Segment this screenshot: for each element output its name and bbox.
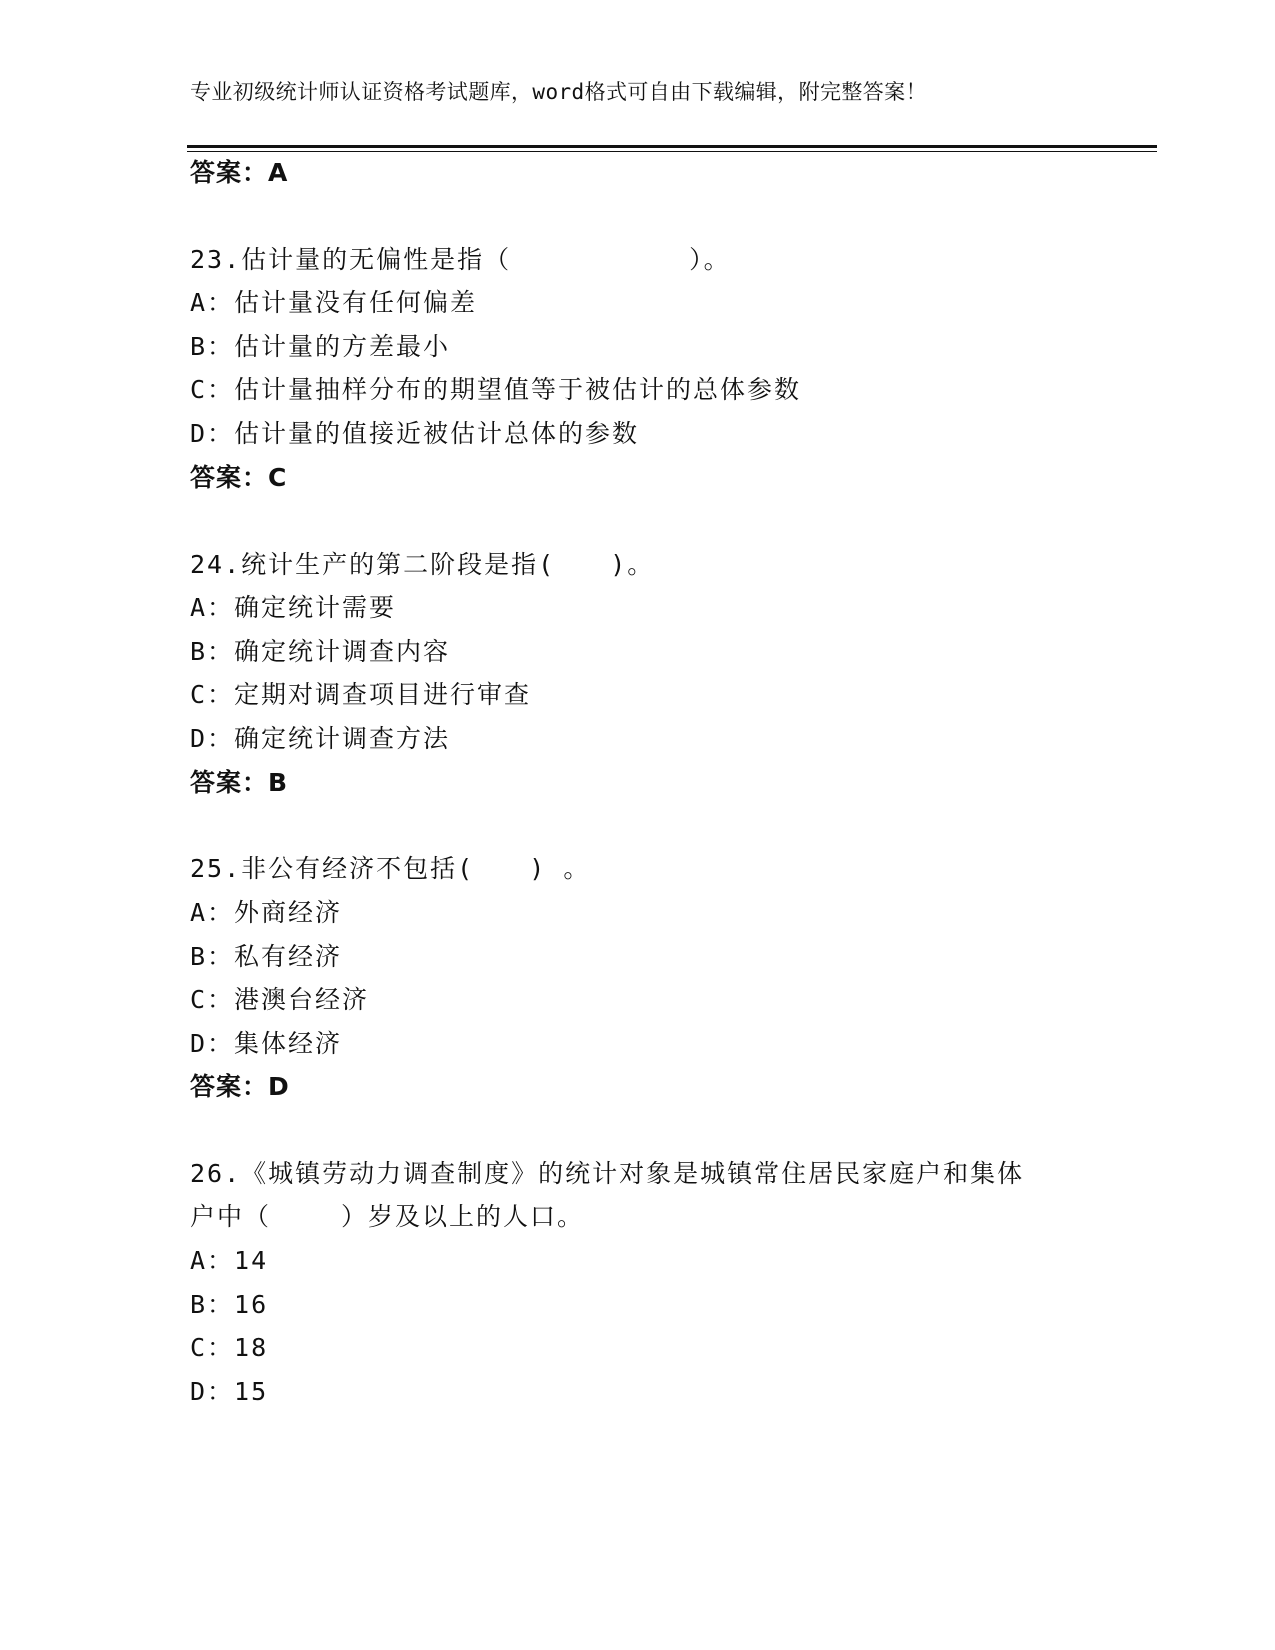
answer-line: 答案：A [190,158,289,187]
header-rule-thin [187,151,1157,152]
question-stem-continued [190,1200,584,1234]
answer-line: 答案：D [190,1072,290,1101]
option-a: A：14 [190,1246,269,1275]
question-stem-end: ）。 [689,245,731,274]
option-b: B：16 [190,1290,269,1319]
option-b: B：估计量的方差最小 [190,332,451,361]
question-stem [190,852,590,886]
option-d: D：集体经济 [190,1029,343,1058]
question-stem-text: 23.估计量的无偏性是指（ [190,245,512,274]
answer-line: 答案：C [190,463,288,492]
option-c: C：估计量抽样分布的期望值等于被估计的总体参数 [190,375,802,404]
answer-line: 答案：B [190,768,289,797]
question-stem-end: )。 [610,550,655,579]
question-stem: 26.《城镇劳动力调查制度》的统计对象是城镇常住居民家庭户和集体 [190,1159,1025,1188]
question-stem [190,243,731,277]
question-stem-text: 25.非公有经济不包括( [190,854,475,883]
option-b: B：私有经济 [190,942,343,971]
option-a: A：确定统计需要 [190,593,397,622]
header-rule-thick [187,145,1157,148]
option-c: C：定期对调查项目进行审查 [190,680,532,709]
question-stem-end: ）岁及以上的人口。 [341,1202,585,1231]
option-b: B：确定统计调查内容 [190,637,451,666]
question-stem-text: 户中（ [190,1202,272,1231]
option-c: C：港澳台经济 [190,985,370,1014]
question-stem-text: 24.统计生产的第二阶段是指( [190,550,556,579]
question-stem [190,548,654,582]
option-a: A：外商经济 [190,898,343,927]
option-d: D：15 [190,1377,269,1406]
option-a: A：估计量没有任何偏差 [190,288,478,317]
option-d: D：估计量的值接近被估计总体的参数 [190,419,640,448]
question-stem-end: ) 。 [529,854,591,883]
option-c: C：18 [190,1333,269,1362]
document-header: 专业初级统计师认证资格考试题库，word格式可自由下载编辑，附完整答案！ [190,80,927,104]
option-d: D：确定统计调查方法 [190,724,451,753]
